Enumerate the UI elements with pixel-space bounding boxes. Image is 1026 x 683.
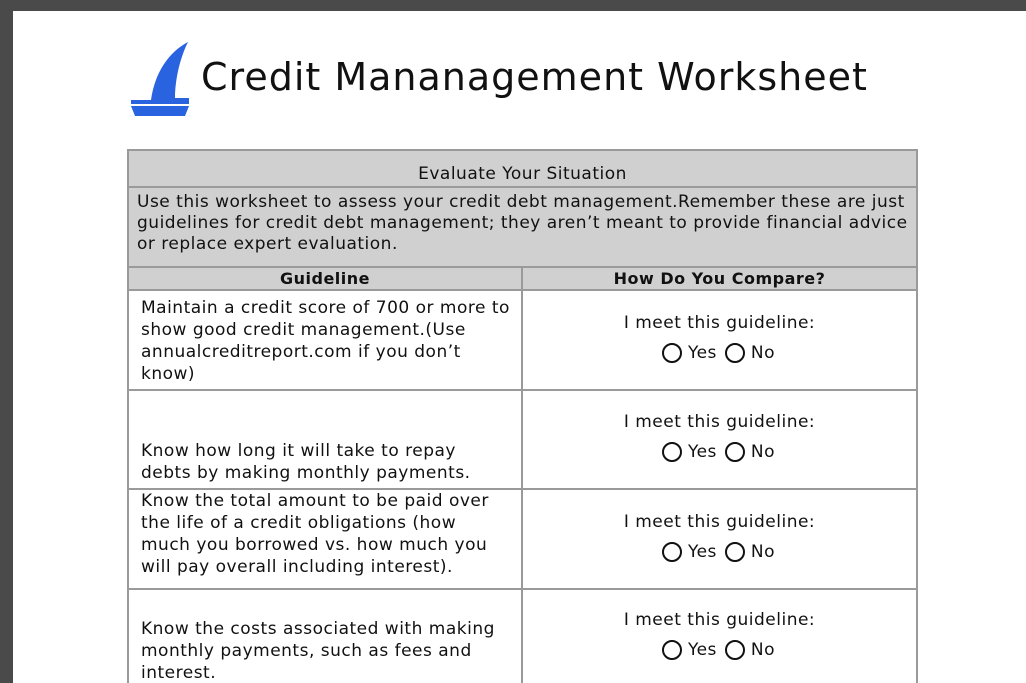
yes-radio[interactable] [662,442,682,462]
section-title: Evaluate Your Situation [128,150,917,187]
yes-label: Yes [687,342,717,363]
column-header-guideline: Guideline [128,267,522,290]
guideline-text: Know the total amount to be paid over the life of a credit obligations (how much you borrowed vs. how much you will pay overall including interest). [128,489,522,589]
table-row [128,290,917,390]
guideline-prompt: I meet this guideline: [623,312,816,333]
answer-cell [522,290,917,390]
yes-label: Yes [687,442,717,462]
no-label: No [750,442,776,462]
no-label: No [750,342,776,363]
guideline-prompt: I meet this guideline: [623,412,816,432]
table-row [128,489,917,589]
column-header-compare: How Do You Compare? [522,267,917,290]
guideline-prompt: I meet this guideline: [623,511,816,532]
worksheet-table [127,149,918,683]
answer-cell [522,589,917,683]
document-page [13,11,1026,683]
answer-cell [522,390,917,489]
no-radio[interactable] [725,442,745,462]
guideline-text: Know the costs associated with making monthly payments, such as fees and interest. [128,589,522,683]
viewer-left-bar [0,0,13,683]
answer-cell [522,489,917,589]
yes-label: Yes [687,541,717,562]
viewer-top-bar [0,0,1026,11]
no-radio[interactable] [725,542,745,562]
intro-text: Use this worksheet to assess your credit debt management.Remember these are just guidelines for credit debt management; they aren’t meant to provide financial advice or replace expert evaluation. [128,187,917,267]
yes-label: Yes [687,640,717,660]
yes-radio[interactable] [662,343,682,363]
guideline-text: Maintain a credit score of 700 or more to show good credit management.(Use annualcreditreport.com if you don’t know) [128,290,522,390]
table-row [128,589,917,683]
table-row [128,390,917,489]
sail-icon [129,42,191,116]
no-label: No [750,640,776,660]
guideline-prompt: I meet this guideline: [623,610,816,630]
yes-radio[interactable] [662,542,682,562]
page-title: Credit Mananagement Worksheet [201,55,868,99]
no-radio[interactable] [725,640,745,660]
yes-radio[interactable] [662,640,682,660]
guideline-text: Know how long it will take to repay debts by making monthly payments. [128,390,522,489]
no-radio[interactable] [725,343,745,363]
no-label: No [750,541,776,562]
